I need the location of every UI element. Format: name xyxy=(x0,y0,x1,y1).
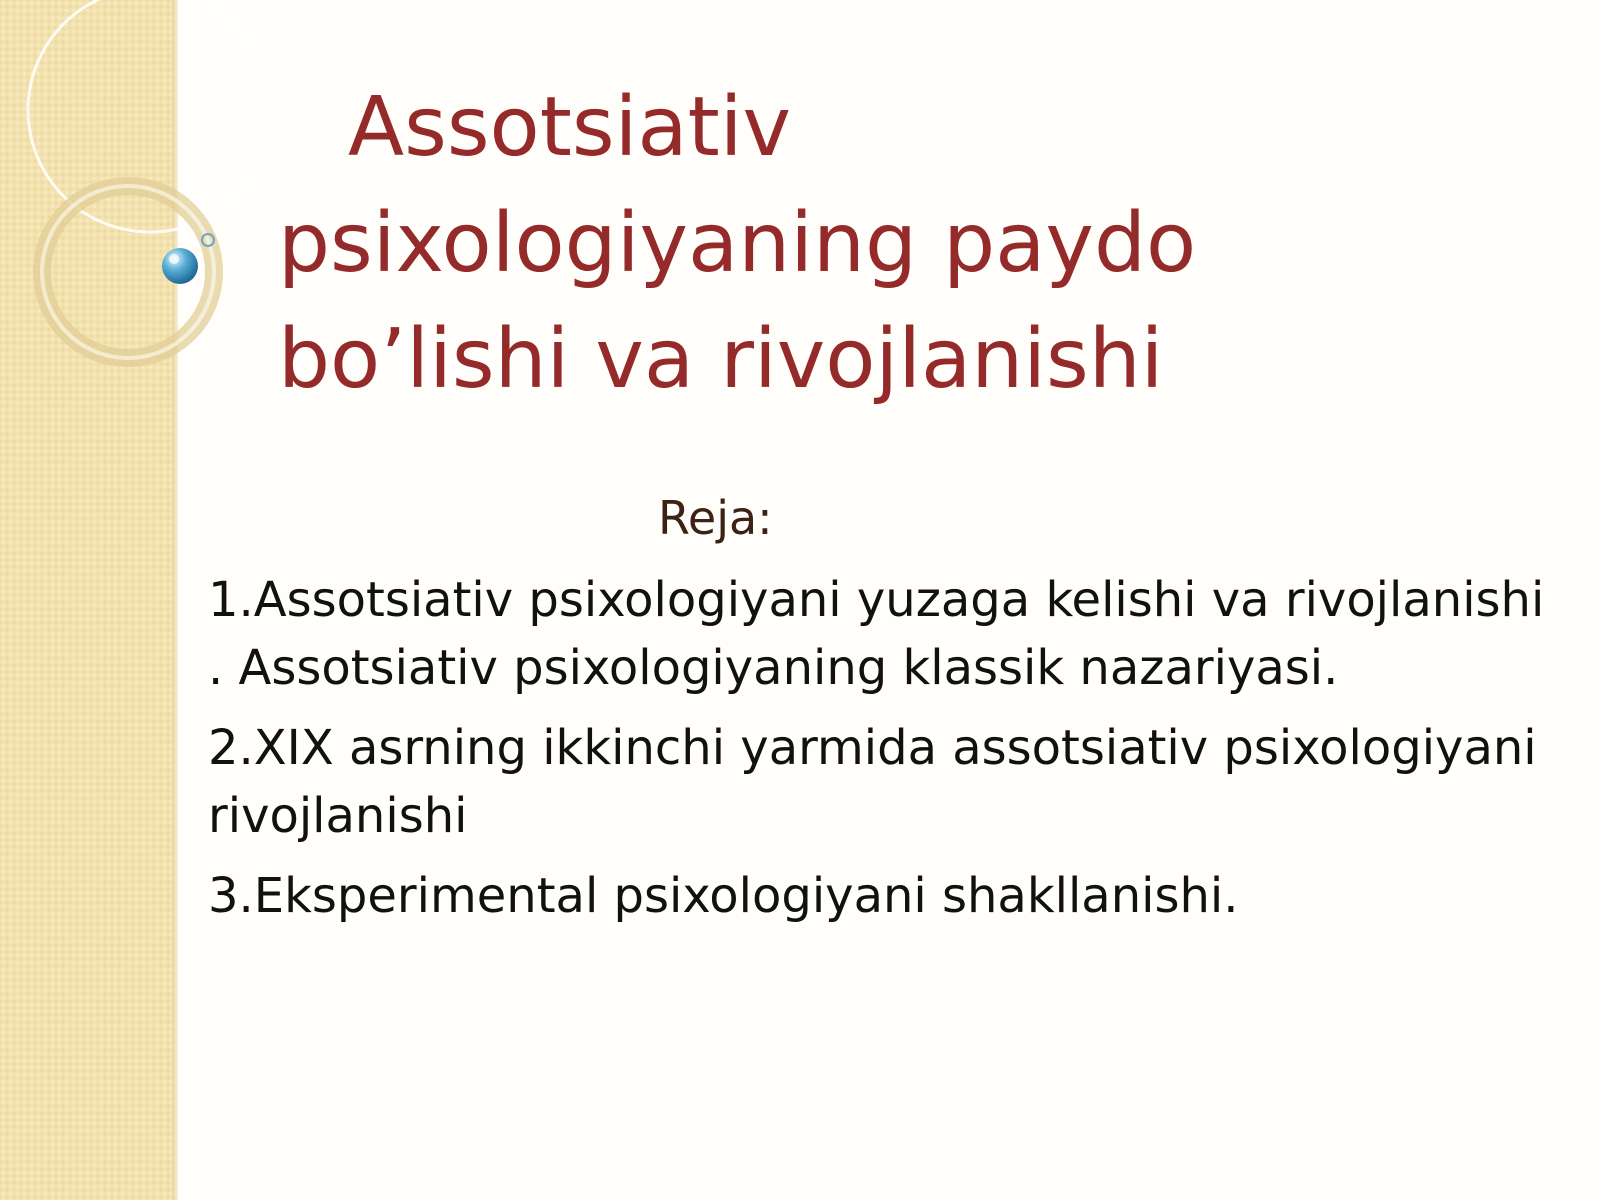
slide-title xyxy=(278,70,1528,418)
title-line-2: psixologiyaning paydo xyxy=(278,196,1197,291)
plan-item-2: 2.XIX asrning ikkinchi yarmida assotsiativ psixologiyani rivojlanishi xyxy=(208,720,1537,844)
title-line-3: bo’lishi va rivojlanishi xyxy=(278,312,1164,407)
plan-item-1: 1.Assotsiativ psixologiyani yuzaga kelishi va rivojlanishi . Assotsiativ psixologiyaning klassik nazariyasi. xyxy=(208,572,1545,696)
plan-item-3: 3.Eksperimental psixologiyani shakllanishi. xyxy=(208,868,1239,924)
plan-list xyxy=(208,566,1548,942)
blue-ball-icon xyxy=(162,248,198,284)
decorative-rings xyxy=(0,0,260,400)
plan-heading: Reja: xyxy=(658,491,773,545)
large-ring xyxy=(28,0,260,232)
title-line-1: Assotsiativ xyxy=(348,80,792,175)
